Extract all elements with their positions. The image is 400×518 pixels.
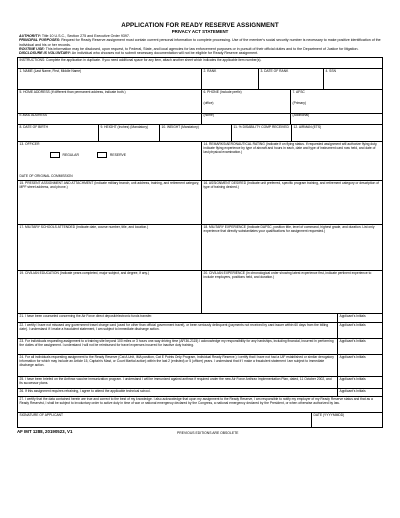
- initials-23[interactable]: Applicant's Initials: [337, 339, 382, 354]
- initials-25[interactable]: Applicant's Initials: [337, 377, 382, 388]
- airman-ets-field[interactable]: 12. AIRMAN (ETS): [291, 125, 382, 141]
- instructions: INSTRUCTIONS: Complete the application in duplicate. If you need additional space for any item, attach another sheet which indicates the applicable item number(s).: [19, 57, 262, 62]
- afsc-additional-label: (Additional): [292, 113, 310, 118]
- statement-23: 23. For individuals requesting assignment to a training site beyond 100 miles or 3 hours one-way driving time (AFI36-2115) I acknowledge my responsibility for any hardships, including financial, incurred in performing the duties of the assignment. I understand I will not be reimbursed for travel expenses incurred for inactive duty training.: [19, 338, 334, 347]
- statement-24: 24. For all individuals requesting assignment to the Ready Reserve (Cat A Unit, IMA position, Cat E Points Only Program, Individual Ready Reserve.) I certify that I have not had a UIF established or similar derogatory information for which may include an Article 15, Captain's Mast, or Court Martial action) within the last 2 (enlisted) or 5 (officer) years. I understand that if I make a fraudulent statement I am subject to immediate discharge action.: [19, 354, 334, 367]
- commission-date-label: DATE OF ORIGINAL COMMISSION: [19, 173, 73, 178]
- signature-date-field[interactable]: DATE (YYYYMMDD): [311, 413, 382, 427]
- form-footer: [17, 429, 383, 434]
- initials-26[interactable]: Applicant's Initials: [337, 389, 382, 396]
- privacy-disclosure: DISCLOSURE IS VOLUNTARY: An individual who chooses not to submit necessary documentation will not be eligible for Ready Reserve assignment.: [19, 51, 259, 56]
- civilian-experience-field[interactable]: 20. CIVILIAN EXPERIENCE (In chronological order showing latest experience first, indicate pertinent experience to include employers, positions held, and duration.): [201, 271, 382, 313]
- privacy-authority: AUTHORITY: Title 10 U.S.C., Section 275 and Executive Order 9397.: [19, 34, 130, 38]
- weight-field[interactable]: 10. WEIGHT (Mandatory): [159, 125, 231, 141]
- disability-field[interactable]: 11. % DISABILITY COMP RECEIVED: [231, 125, 291, 141]
- aeronautical-rating-field[interactable]: 14. REMARKS/AERONAUTICAL RATING (Indicate if on flying status. If requested assignment will authorize flying duty, indicate flying experience by type of aircraft and hours in each, date and type of instrument card now held, and date of last physical examination.): [201, 142, 382, 180]
- statement-22: 22. I certify I have not misused any government travel charge card (used for other than official government travel), or been seriously delinquent (payments not received by card issuer within 60 days from the billing date). I understand if I make a fraudulent statement, I am subject to immediate discharge action.: [19, 322, 329, 331]
- officer-type-options: [20, 152, 200, 158]
- initials-22[interactable]: Applicant's Initials: [337, 323, 382, 338]
- civilian-education-field[interactable]: 19. CIVILIAN EDUCATION (Indicate years completed, major subject, and degree, if any.): [19, 270, 149, 275]
- height-field[interactable]: 9. HEIGHT (Inches) (Mandatory): [98, 125, 159, 141]
- privacy-purposes: PRINCIPAL PURPOSES: Request for Ready Reserve assignment must contain current personal information to complete processing. Use of the member's social security number is necessary to make positive identification of the individual and his or her records.: [19, 38, 381, 47]
- initials-24[interactable]: Applicant's Initials: [337, 355, 382, 376]
- name-field[interactable]: 1. NAME (Last Name, First, Middle Name): [19, 68, 82, 73]
- privacy-routine-use: ROUTINE USE: This information may be disclosed, upon request, to Federal, State, and local agencies for law enforcement purposes or in pursuit of their official duties and to the Department of Justice for litigation.: [19, 46, 359, 51]
- statement-25: 25. I have been briefed on the Anthrax vaccine immunization program. I understand I will be immunized against anthrax if required under the new Air Force Anthrax Implementation Plan, dated, 11 October 2002, and its successor plans.: [19, 376, 332, 385]
- reserve-checkbox[interactable]: [97, 152, 107, 158]
- form-number: AF IMT 1288, 20190523, V1: [17, 429, 73, 435]
- date-of-rank-field[interactable]: 3. DATE OF RANK: [258, 69, 323, 89]
- email-address-label: E-MAIL ADDRESS: [19, 113, 48, 118]
- present-assignment-field[interactable]: 15. PRESENT ASSIGNMENT AND ATTACHMENT (Indicate military branch, unit address, training, and retirement category, MPF street address, and phone.): [19, 180, 200, 189]
- regular-checkbox[interactable]: [50, 152, 60, 158]
- statement-21: 21. I have been counseled concerning the Air Force direct deposit/electronic funds transfer.: [19, 313, 153, 318]
- reserve-option[interactable]: RESERVE: [97, 152, 126, 158]
- form-page: [17, 22, 383, 434]
- certification-statement: 27. I certify that the data contained herein are true and correct to the best of my knowledge. I also acknowledge that upon my assignment to the Ready Reserve, I am responsible to notify my employer of my Ready Reserve status and that as a Ready Reservist, I shall be subject to involuntary order to active duty in time of war or national emergency declared by the Congress, a national emergency declared by the President, or when otherwise authorized by law.: [19, 396, 373, 405]
- signature-field[interactable]: SIGNATURE OF APPLICANT: [19, 412, 64, 417]
- home-phone-label: (home): [203, 113, 214, 118]
- office-phone-label: (office): [203, 101, 214, 106]
- privacy-act-heading: PRIVACY ACT STATEMENT: [171, 29, 229, 34]
- ssn-field[interactable]: 4. SSN: [323, 69, 382, 89]
- privacy-act-statement: [17, 34, 383, 55]
- rank-field[interactable]: 2. RANK: [201, 69, 258, 89]
- military-experience-field[interactable]: 18. MILITARY EXPERIENCE (Indicate DAFSC, position title, level of command, highest grade, and duration. List only experience that directly substantiates your qualifications for assignment requested.): [201, 225, 382, 270]
- phone-field[interactable]: 6. PHONE (Include prefix) (office) (home): [201, 90, 290, 124]
- afsc-primary-label: (Primary): [292, 101, 307, 106]
- statement-26: 26. If this assignment requires retraining, I agree to attend the applicable technical school.: [19, 388, 151, 393]
- date-of-birth-field[interactable]: 8. DATE OF BIRTH: [19, 124, 48, 129]
- officer-section: 13. OFFICER REGULAR RESERVE DATE OF ORIGINAL COMMISSION: [18, 142, 201, 180]
- previous-editions-note: PREVIOUS EDITIONS ARE OBSOLETE: [177, 430, 239, 435]
- assignment-desired-field[interactable]: 16. ASSIGNMENT DESIRED (Indicate unit preferred, specific program training, and retirement category or description of type of training desired.): [201, 181, 382, 224]
- afsc-field[interactable]: 7. AFSC (Primary) (Additional): [290, 90, 382, 124]
- initials-21[interactable]: Applicant's Initials: [337, 314, 382, 322]
- regular-option[interactable]: REGULAR: [50, 152, 79, 158]
- military-schools-field[interactable]: 17. MILITARY SCHOOLS ATTENDED (Indicate date, course number, title, and location.): [19, 224, 149, 229]
- form-title: APPLICATION FOR READY RESERVE ASSIGNMENT: [121, 22, 279, 29]
- home-address-field[interactable]: 5. HOME ADDRESS (If different than permanent address, indicate both.) E-MAIL ADDRESS: [18, 90, 201, 124]
- application-form-grid: [17, 57, 383, 428]
